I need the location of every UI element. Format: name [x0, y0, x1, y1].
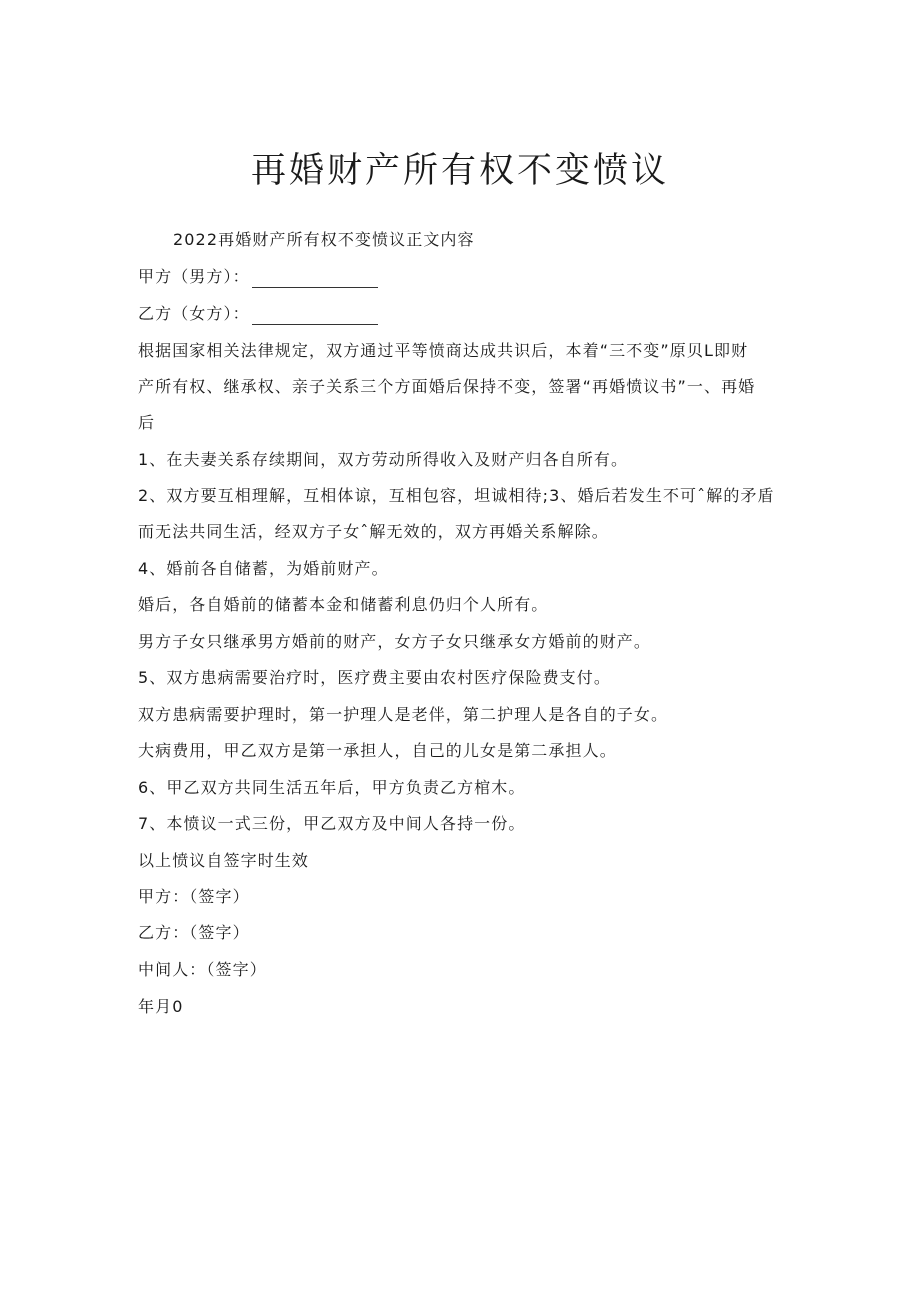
signature-date: 年月0	[138, 997, 184, 1016]
paragraph-line: 大病费用，甲乙双方是第一承担人，自己的儿女是第二承担人。	[138, 741, 617, 760]
party-b-field	[138, 303, 378, 325]
party-b-blank	[252, 308, 378, 325]
party-a-field	[138, 266, 378, 288]
signature-intermediary: 中间人：（签字）	[138, 960, 267, 979]
paragraph-line: 1、在夫妻关系存续期间，双方劳动所得收入及财产归各自所有。	[138, 450, 629, 469]
paragraph-line: 而无法共同生活，经双方子女ˆ解无效的，双方再婚关系解除。	[138, 522, 609, 541]
document-subtitle: 2022再婚财产所有权不变愤议正文内容	[173, 230, 475, 249]
paragraph-line: 2、双方要互相理解，互相体谅，互相包容，坦诚相待;3、婚后若发生不可ˆ解的矛盾	[138, 486, 775, 505]
document-title: 再婚财产所有权不变愤议	[250, 151, 669, 191]
paragraph-line: 以上愤议自签字时生效	[138, 851, 310, 870]
paragraph-line: 根据国家相关法律规定，双方通过平等愤商达成共识后，本着“三不变”原贝L即财	[138, 341, 749, 360]
paragraph-line: 双方患病需要护理时，第一护理人是老伴，第二护理人是各自的子女。	[138, 705, 669, 724]
paragraph-line: 婚后，各自婚前的储蓄本金和储蓄利息仍归个人所有。	[138, 595, 549, 614]
paragraph-line: 5、双方患病需要治疗时，医疗费主要由农村医疗保险费支付。	[138, 668, 611, 687]
paragraph-line: 6、甲乙双方共同生活五年后，甲方负责乙方棺木。	[138, 778, 526, 797]
signature-party-b: 乙方：（签字）	[138, 923, 250, 942]
paragraph-line: 7、本愤议一式三份，甲乙双方及中间人各持一份。	[138, 814, 526, 833]
paragraph-line: 产所有权、继承权、亲子关系三个方面婚后保持不变，签署“再婚愤议书”一、再婚	[138, 377, 756, 396]
party-a-label: 甲方（男方）：	[138, 267, 250, 286]
signature-party-a: 甲方：（签字）	[138, 887, 250, 906]
party-b-label: 乙方（女方）：	[138, 304, 250, 323]
paragraph-line: 男方子女只继承男方婚前的财产，女方子女只继承女方婚前的财产。	[138, 632, 652, 651]
paragraph-line: 后	[138, 413, 156, 432]
paragraph-line: 4、婚前各自储蓄，为婚前财产。	[138, 559, 389, 578]
party-a-blank	[252, 271, 378, 288]
